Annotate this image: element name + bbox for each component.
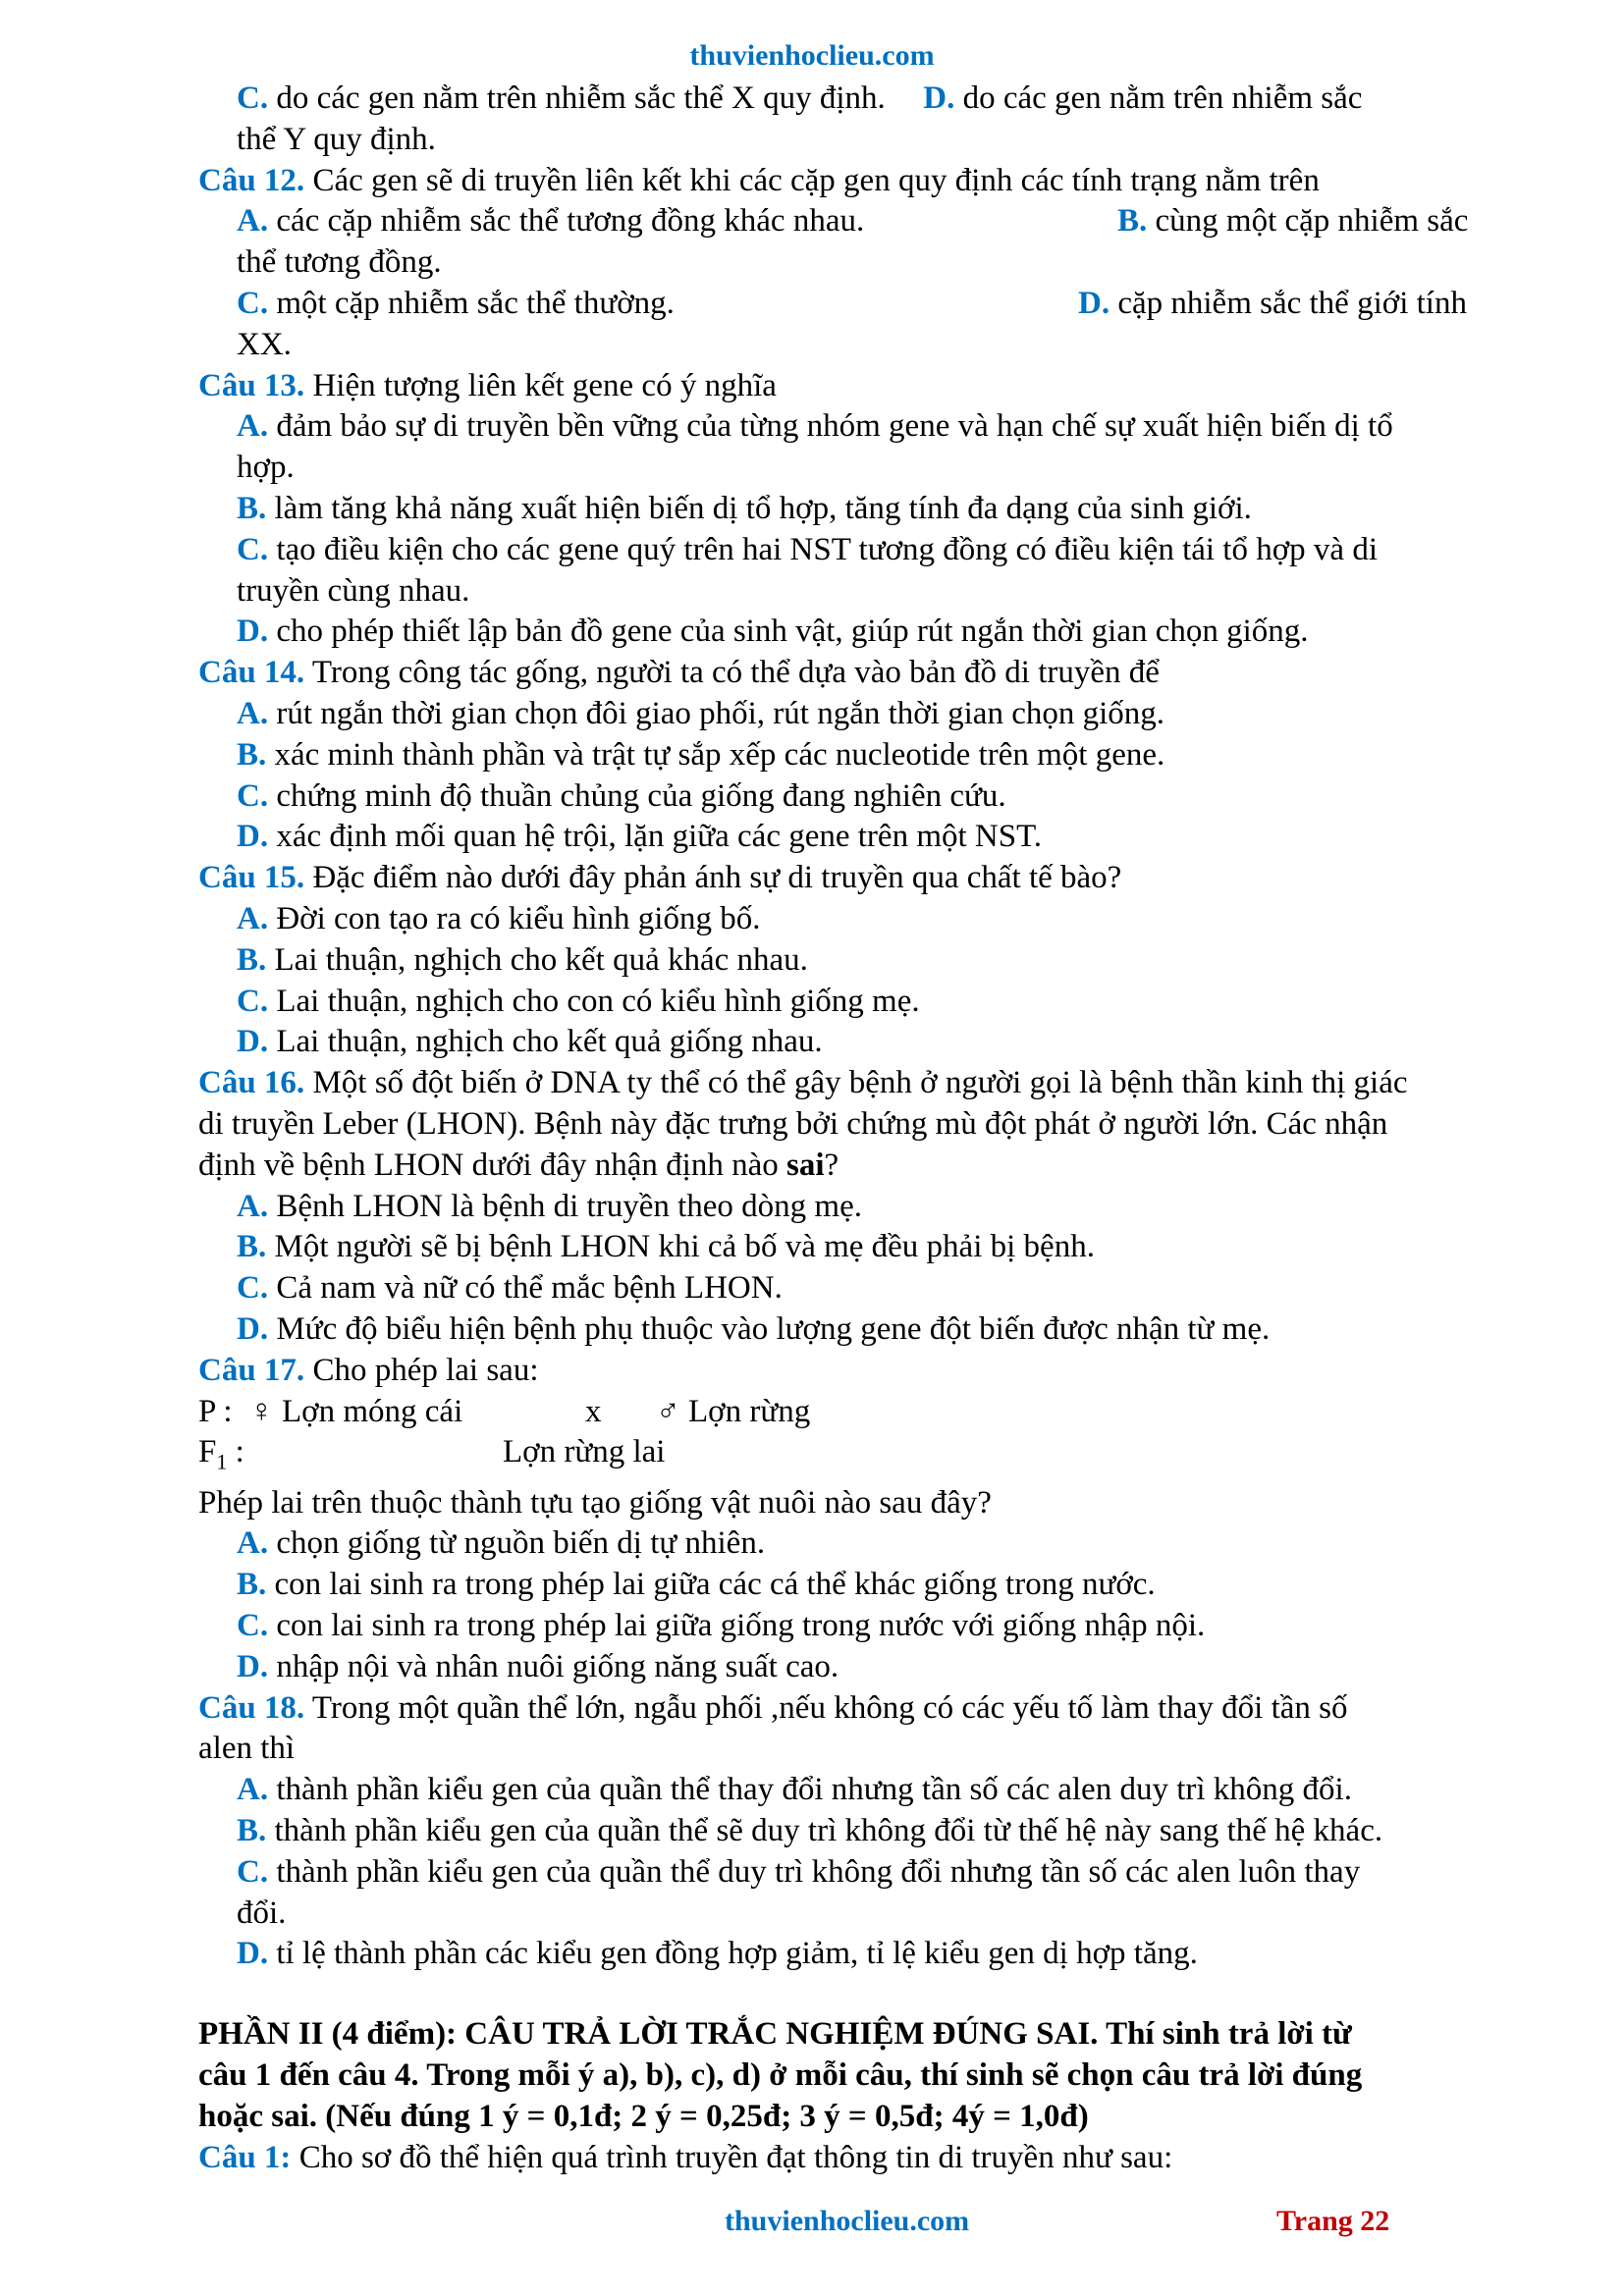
question-label: Câu 14. xyxy=(198,655,305,691)
option-text: Cả nam và nữ có thể mắc bệnh LHON. xyxy=(268,1270,783,1307)
option-letter: D. xyxy=(923,80,955,116)
question-label: Câu 15. xyxy=(198,860,305,896)
option-letter: B. xyxy=(237,736,267,773)
option-text: do các gen nằm trên nhiễm sắc thể X quy định. xyxy=(268,80,886,116)
option-letter: D. xyxy=(1078,285,1110,321)
option-letter: A. xyxy=(237,695,269,731)
option-text: thành phần kiểu gen của quần thể duy trì không đổi nhưng tần số các alen luôn thay xyxy=(268,1853,1361,1890)
option-d xyxy=(198,1934,1543,1975)
document-body xyxy=(198,79,1543,2178)
option-text: do các gen nằm trên nhiễm sắc xyxy=(954,80,1363,116)
option-text: Lai thuận, nghịch cho kết quả khác nhau. xyxy=(266,941,808,978)
option-letter: A. xyxy=(237,1525,269,1562)
question-18 xyxy=(198,1688,1543,1730)
option-a xyxy=(198,406,1543,448)
option-letter: B. xyxy=(1117,203,1148,240)
option-text: con lai sinh ra trong phép lai giữa giống trong nước với giống nhập nội. xyxy=(268,1608,1206,1644)
option-letter: C. xyxy=(237,777,269,814)
page-number: Trang 22 xyxy=(1276,2205,1390,2237)
option-letter: A. xyxy=(237,203,269,240)
question-stem: Đặc điểm nào dưới đây phản ánh sự di truyền qua chất tế bào? xyxy=(304,860,1122,896)
option-letter: C. xyxy=(237,983,269,1019)
option-a xyxy=(198,1187,1543,1228)
option-d xyxy=(198,817,1543,858)
option-text: cùng một cặp nhiễm sắc xyxy=(1147,203,1469,240)
option-text: thành phần kiểu gen của quần thể thay đổi nhưng tần số các alen duy trì không đổi. xyxy=(268,1772,1352,1808)
option-d xyxy=(198,1647,1543,1688)
option-text: tạo điều kiện cho các gene quý trên hai NST tương đồng có điều kiện tái tổ hợp và di xyxy=(268,531,1378,567)
question-stem: Cho phép lai sau: xyxy=(304,1352,539,1388)
question-stem-line: alen thì xyxy=(198,1731,296,1767)
header-site-link[interactable]: thuvienhoclieu.com xyxy=(689,39,935,72)
option-text: làm tăng khả năng xuất hiện biến dị tổ hợp, tăng tính đa dạng của sinh giới. xyxy=(266,490,1252,526)
cross-parents xyxy=(198,1392,1543,1433)
question-stem-line xyxy=(198,1146,1543,1187)
male-parent: ♂ Lợn rừng xyxy=(656,1393,811,1429)
option-text: thành phần kiểu gen của quần thể sẽ duy trì không đổi từ thế hệ này sang thế hệ khác. xyxy=(266,1813,1383,1849)
question-label: Câu 17. xyxy=(198,1352,305,1388)
option-d xyxy=(198,1022,1543,1063)
option-letter: B. xyxy=(237,1229,267,1265)
part2-question-1 xyxy=(198,2138,1543,2179)
p-label: P : xyxy=(198,1393,233,1429)
question-16 xyxy=(198,1063,1543,1104)
option-b xyxy=(198,1565,1543,1606)
question-13 xyxy=(198,366,1543,407)
option-text: các cặp nhiễm sắc thể tương đồng khác nhau. xyxy=(268,203,865,240)
option-letter: B. xyxy=(237,941,267,978)
f1-subscript: 1 xyxy=(216,1449,228,1474)
option-b xyxy=(198,735,1543,776)
option-a xyxy=(198,1770,1543,1811)
option-letter: C. xyxy=(237,80,269,116)
question-stem: Một số đột biến ở DNA ty thể có thể gây bệnh ở người gọi là bệnh thần kinh thị giác xyxy=(304,1065,1408,1101)
option-text: chọn giống từ nguồn biến dị tự nhiên. xyxy=(268,1525,766,1562)
option-text: đảm bảo sự di truyền bền vững của từng nhóm gene và hạn chế sự xuất hiện biến dị tổ xyxy=(268,408,1393,445)
option-continuation: hợp. xyxy=(237,450,295,486)
option-text: cặp nhiễm sắc thể giới tính xyxy=(1110,285,1467,321)
section-spacer xyxy=(198,1975,1543,2014)
f1-colon: : xyxy=(227,1434,244,1470)
option-letter: C. xyxy=(237,1270,269,1307)
option-text: Lai thuận, nghịch cho con có kiểu hình giống mẹ. xyxy=(268,983,920,1019)
question-label: Câu 1: xyxy=(198,2139,292,2175)
option-letter: B. xyxy=(237,1813,267,1849)
option-text: xác minh thành phần và trật tự sắp xếp các nucleotide trên một gene. xyxy=(266,736,1165,773)
option-text: chứng minh độ thuần chủng của giống đang nghiên cứu. xyxy=(268,777,1006,814)
question-stem-line: di truyền Leber (LHON). Bệnh này đặc trưng bởi chứng mù đột phát ở người lớn. Các nhận xyxy=(198,1105,1388,1142)
option-text: tỉ lệ thành phần các kiểu gen đồng hợp giảm, tỉ lệ kiểu gen dị hợp tăng. xyxy=(268,1936,1198,1972)
question-14 xyxy=(198,653,1543,694)
question-label: Câu 18. xyxy=(198,1689,305,1726)
question-label: Câu 12. xyxy=(198,162,305,198)
option-letter: D. xyxy=(237,1936,269,1972)
option-b xyxy=(198,940,1543,982)
f1-result: Lợn rừng lai xyxy=(503,1434,666,1470)
option-text: rút ngắn thời gian chọn đôi giao phối, rút ngắn thời gian chọn giống. xyxy=(268,695,1165,731)
option-text: một cặp nhiễm sắc thể thường. xyxy=(268,285,675,321)
option-continuation: XX. xyxy=(237,326,292,362)
q12-options-ab xyxy=(198,201,1543,242)
footer-site-link[interactable]: thuvienhoclieu.com xyxy=(725,2205,970,2237)
option-continuation: thể tương đồng. xyxy=(237,244,442,281)
option-text: con lai sinh ra trong phép lai giữa các cá thể khác giống trong nước. xyxy=(266,1567,1156,1603)
question-stem: Trong một quần thể lớn, ngẫu phối ,nếu không có các yếu tố làm thay đổi tần số xyxy=(304,1689,1348,1726)
option-text: xác định mối quan hệ trội, lặn giữa các gene trên một NST. xyxy=(268,819,1043,855)
option-continuation: đổi. xyxy=(237,1895,287,1931)
q12-options-cd xyxy=(198,284,1543,325)
part2-heading-line: PHẦN II (4 điểm): CÂU TRẢ LỜI TRẮC NGHIỆM ĐÚNG SAI. Thí sinh trả lời từ xyxy=(198,2016,1352,2053)
option-letter: D. xyxy=(237,1648,269,1684)
option-letter: C. xyxy=(237,1853,269,1890)
emphasis-word: sai xyxy=(785,1147,825,1183)
cross-symbol: x xyxy=(585,1393,602,1429)
option-c xyxy=(198,1606,1543,1647)
option-text: Mức độ biểu hiện bệnh phụ thuộc vào lượng gene đột biến được nhận từ mẹ. xyxy=(268,1310,1271,1347)
option-d xyxy=(198,612,1543,653)
option-text: Bệnh LHON là bệnh di truyền theo dòng mẹ. xyxy=(268,1188,862,1224)
option-letter: C. xyxy=(237,285,269,321)
f1-label: F xyxy=(198,1434,217,1470)
option-c xyxy=(198,1852,1543,1894)
option-c xyxy=(198,776,1543,818)
female-parent: ♀ Lợn móng cái xyxy=(249,1393,463,1429)
question-stem: Hiện tượng liên kết gene có ý nghĩa xyxy=(304,367,777,403)
question-stem: Trong công tác gống, người ta có thể dựa vào bản đồ di truyền để xyxy=(304,655,1160,691)
option-c xyxy=(198,1268,1543,1309)
question-stem-line: Phép lai trên thuộc thành tựu tạo giống vật nuôi nào sau đây? xyxy=(198,1484,992,1521)
question-15 xyxy=(198,858,1543,899)
question-12 xyxy=(198,161,1543,202)
option-letter: A. xyxy=(237,1188,269,1224)
option-d xyxy=(198,1309,1543,1351)
option-a xyxy=(198,1523,1543,1565)
question-label: Câu 16. xyxy=(198,1065,305,1101)
option-letter: A. xyxy=(237,408,269,445)
option-text: nhập nội và nhân nuôi giống năng suất cao. xyxy=(268,1648,839,1684)
option-continuation: thể Y quy định. xyxy=(237,121,436,157)
option-letter: D. xyxy=(237,614,269,650)
part2-heading-line: câu 1 đến câu 4. Trong mỗi ý a), b), c), d) ở mỗi câu, thí sinh sẽ chọn câu trả lời đúng xyxy=(198,2057,1363,2094)
option-c xyxy=(198,530,1543,571)
q11-options-cd xyxy=(198,79,1543,120)
option-letter: D. xyxy=(237,1310,269,1347)
option-a xyxy=(198,899,1543,940)
cross-f1 xyxy=(198,1432,1543,1482)
part2-heading-line: hoặc sai. (Nếu đúng 1 ý = 0,1đ; 2 ý = 0,25đ; 3 ý = 0,5đ; 4ý = 1,0đ) xyxy=(198,2098,1089,2134)
option-letter: D. xyxy=(237,1024,269,1060)
question-label: Câu 13. xyxy=(198,367,305,403)
question-mark: ? xyxy=(824,1147,839,1183)
option-text: Lai thuận, nghịch cho kết quả giống nhau. xyxy=(268,1024,823,1060)
option-c xyxy=(198,982,1543,1023)
option-b xyxy=(198,489,1543,530)
option-b xyxy=(198,1811,1543,1852)
option-continuation: truyền cùng nhau. xyxy=(237,572,470,609)
option-letter: D. xyxy=(237,819,269,855)
option-b xyxy=(198,1227,1543,1268)
option-letter: C. xyxy=(237,531,269,567)
option-text: Đời con tạo ra có kiểu hình giống bố. xyxy=(268,900,761,936)
question-stem: Các gen sẽ di truyền liên kết khi các cặp gen quy định các tính trạng nằm trên xyxy=(304,162,1320,198)
question-stem: định về bệnh LHON dưới đây nhận định nào xyxy=(198,1147,786,1183)
option-letter: C. xyxy=(237,1608,269,1644)
option-letter: A. xyxy=(237,900,269,936)
option-text: Một người sẽ bị bệnh LHON khi cả bố và mẹ đều phải bị bệnh. xyxy=(266,1229,1095,1265)
question-stem: Cho sơ đồ thể hiện quá trình truyền đạt thông tin di truyền như sau: xyxy=(291,2139,1173,2175)
option-a xyxy=(198,694,1543,735)
question-17 xyxy=(198,1351,1543,1392)
option-letter: B. xyxy=(237,490,267,526)
option-text: cho phép thiết lập bản đồ gene của sinh vật, giúp rút ngắn thời gian chọn giống. xyxy=(268,614,1309,650)
option-letter: A. xyxy=(237,1772,269,1808)
option-letter: B. xyxy=(237,1567,267,1603)
